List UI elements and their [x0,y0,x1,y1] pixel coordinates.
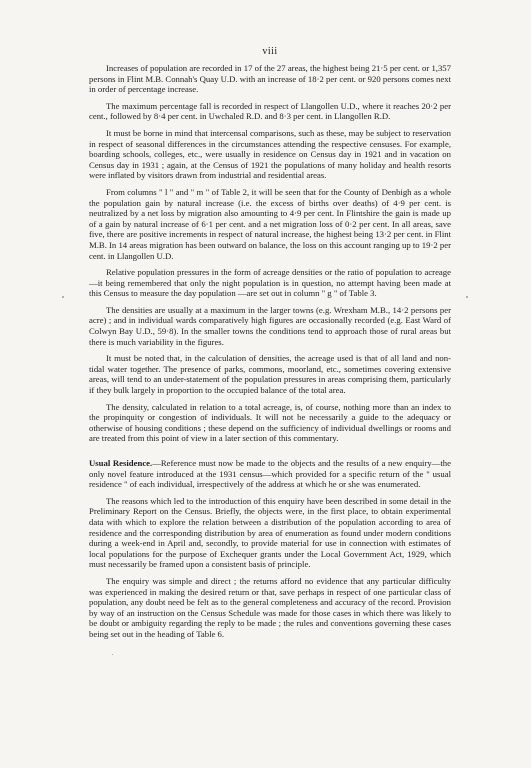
paragraph-population-increases: Increases of population are recorded in 17 of the 27 areas, the highest being 21·5 per cent. or 1,357 persons in Flint M.B. Connah's Quay U.D. with an increase of 18·2 per cent. or 920 persons comes next in order of percentage increase. [89,63,451,95]
paragraph-enquiry-reasons: The reasons which led to the introduction of this enquiry have been described in some detail in the Preliminary Report on the Census. Briefly, the objects were, in the first place, to obtain experimental data with which to explore the relation between a distribution of the population according to area of residence and the corresponding distribution by area of enumeration as found under modern conditions during a week-end in April and, secondly, to provide material for use in connection with estimates of local populations for the purpose of Exchequer grants under the Local Government Act, 1929, which must necessarily be framed upon a consistent basis of principle. [89,495,451,570]
section-heading-usual-residence: Usual Residence. [89,458,153,468]
paragraph-enquiry-simple: The enquiry was simple and direct ; the returns afford no evidence that any particular difficulty was experienced in making the desired return or that, save perhaps in respect of one particular class of population, any doubt need be felt as to the general completeness and accuracy of the record. Provision by way of an instruction on the Census Schedule was made for those cases in which there was likely to be doubt or ambiguity regarding the reply to be made ; the rules and conventions governing these cases being set out in the heading of Table 6. [89,575,451,639]
paragraph-density-index: The density, calculated in relation to a total acreage, is, of course, nothing more than an index to the propinquity or congestion of individuals. It will not be necessarily a guide to the adequacy or otherwise of housing conditions ; these depend on the sufficiency of individual dwellings or rooms and are treated from this point of view in a later section of this commentary. [89,401,451,444]
page-number: viii [262,46,278,57]
paragraph-population-pressures: Relative population pressures in the form of acreage densities or the ratio of population to acreage—it being remembered that only the night population is in question, no attempt having been made at this Census to measure the day population —are set out in column " g " of Table 3. [89,267,451,299]
paragraph-intercensal-comparisons: It must be borne in mind that intercensal comparisons, such as these, may be subject to reservation in respect of seasonal differences in the circumstances attending the respective censuses. For example, boarding schools, colleges, etc., were usually in residence on Census day in 1921 and in vacation on Census day in 1931 ; again, at the Census of 1921 the populations of many holiday and health resorts were inflated by visitors drawn from industrial and residential areas. [89,127,451,181]
scan-speck [62,296,64,298]
usual-residence-text: —Reference must now be made to the objects and the results of a new enquiry—the only novel feature introduced at the 1931 census—which provided for a specific return of the " usual residence " of each individual, irrespectively of the address at which he or she was enumerated. [89,458,451,490]
paragraph-densities-towns: The densities are usually at a maximum in the larger towns (e.g. Wrexham M.B., 14·2 persons per acre) ; and in individual wards comparatively high figures are occasionally recorded (e.g. East Ward of Colwyn Bay U.D., 59·8). In the smaller towns the conditions tend to approach those of rural areas but there is much variability in the figures. [89,304,451,347]
paragraph-maximum-fall: The maximum percentage fall is recorded in respect of Llangollen U.D., where it reaches 20·2 per cent., followed by 8·4 per cent. in Uwchaled R.D. and 8·3 per cent. in Llangollen R.D. [89,100,451,122]
scan-speck [112,654,113,655]
section-usual-residence [89,458,451,490]
scan-speck [466,296,468,298]
paragraph-natural-increase-migration: From columns " l " and " m " of Table 2, it will be seen that for the County of Denbigh as a whole the population gain by natural increase (i.e. the excess of births over deaths) of 4·9 per cent. is neutralized by a net loss by migration also amounting to 4·9 per cent. In Flintshire the gain is made up of a gain by natural increase of 6·1 per cent. and a net migration loss of 0·2 per cent. In all areas, save five, there are positive increments in respect of natural increase, the highest being 13·2 per cent. in Flint M.B. In 14 areas migration has been outward on balance, the loss on this account ranging up to 19·2 per cent. in Llangollen U.D. [89,186,451,261]
paragraph-acreage-calculation: It must be noted that, in the calculation of densities, the acreage used is that of all land and non-tidal water together. The presence of parks, commons, moorland, etc., sometimes covering extensive areas, will tend to an under-statement of the population pressures in areas comprising them, particularly if they bulk largely in proportion to the occupied balance of the total area. [89,353,451,396]
